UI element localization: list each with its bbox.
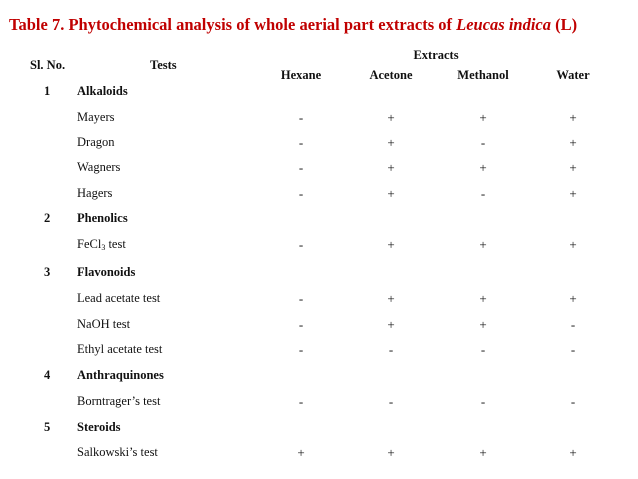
header-tests: Tests [150,58,177,72]
result-water: + [569,160,577,175]
result-hexane: - [298,110,304,125]
result-methanol: + [479,445,487,460]
test-name: Salkowski’s test [77,445,158,459]
result-acetone: - [388,394,394,409]
result-acetone: + [387,186,395,201]
result-hexane: - [298,342,304,357]
header-extracts: Extracts [413,48,459,62]
result-water: + [569,186,577,201]
result-methanol: - [480,135,486,150]
result-hexane: - [298,186,304,201]
test-name: Hagers [77,186,113,200]
result-water: + [569,291,577,306]
header-col-water: Water [556,68,590,82]
test-name-tail: test [105,237,126,251]
header-col-acetone: Acetone [369,68,413,82]
group-name: Phenolics [77,211,128,225]
result-water: - [570,342,576,357]
test-name: Borntrager’s test [77,394,161,408]
result-methanol: + [479,291,487,306]
result-hexane: - [298,291,304,306]
group-name: Alkaloids [77,84,128,98]
group-number: 1 [44,84,51,98]
result-water: - [570,317,576,332]
result-methanol: + [479,110,487,125]
result-water: + [569,135,577,150]
test-name: Ethyl acetate test [77,342,163,356]
table-title-suffix: (L) [551,15,578,34]
test-name: Lead acetate test [77,291,161,305]
header-sl-no: Sl. No. [30,58,66,72]
result-water: + [569,237,577,252]
result-acetone: + [387,445,395,460]
result-acetone: + [387,110,395,125]
header-col-methanol: Methanol [457,68,509,82]
result-water: + [569,445,577,460]
test-name-subscript: 3 [101,243,106,252]
result-methanol: + [479,160,487,175]
result-hexane: - [298,237,304,252]
result-acetone: - [388,342,394,357]
result-acetone: + [387,237,395,252]
group-number: 4 [44,368,51,382]
test-name: NaOH test [77,317,131,331]
group-number: 3 [44,265,51,279]
test-name-main: FeCl [77,237,102,251]
result-acetone: + [387,160,395,175]
test-name: Wagners [77,160,121,174]
result-methanol: - [480,342,486,357]
test-name [77,237,126,252]
result-methanol: + [479,317,487,332]
test-name: Mayers [77,110,115,124]
test-name: Dragon [77,135,115,149]
result-water: - [570,394,576,409]
header-col-hexane: Hexane [280,68,322,82]
group-number: 2 [44,211,51,225]
group-name: Flavonoids [77,265,136,279]
result-water: + [569,110,577,125]
group-name: Anthraquinones [77,368,164,382]
result-methanol: - [480,394,486,409]
table-title-species: Leucas indica [456,15,552,34]
table-title [9,15,577,35]
group-number: 5 [44,420,51,434]
result-methanol: - [480,186,486,201]
table-title-prefix: Table 7. Phytochemical analysis of whole aerial part extracts of [9,15,457,34]
result-acetone: + [387,317,395,332]
result-acetone: + [387,291,395,306]
result-hexane: - [298,160,304,175]
result-acetone: + [387,135,395,150]
result-hexane: - [298,317,304,332]
result-hexane: - [298,135,304,150]
result-hexane: - [298,394,304,409]
group-name: Steroids [77,420,121,434]
result-hexane: + [297,445,305,460]
result-methanol: + [479,237,487,252]
